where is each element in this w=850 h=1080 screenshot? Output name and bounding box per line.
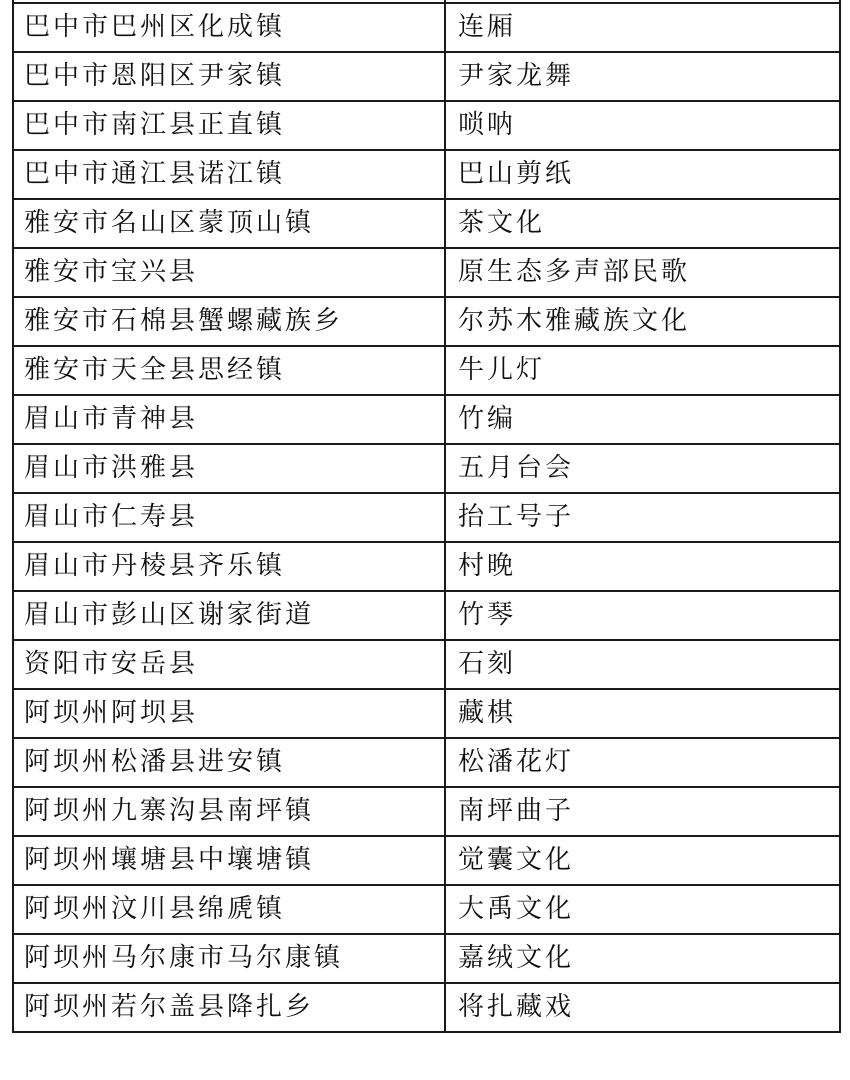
place-cell: 眉山市丹棱县齐乐镇	[13, 542, 445, 591]
place-cell: 阿坝州壤塘县中壤塘镇	[13, 836, 445, 885]
culture-item-cell: 村晚	[445, 542, 840, 591]
place-cell: 阿坝州阿坝县	[13, 689, 445, 738]
table-body	[13, 0, 840, 1032]
table-row	[13, 297, 840, 346]
place-cell: 眉山市洪雅县	[13, 444, 445, 493]
town-culture-table	[12, 0, 841, 1033]
culture-item-cell: 南坪曲子	[445, 787, 840, 836]
table-row	[13, 934, 840, 983]
table-row	[13, 836, 840, 885]
culture-item-cell: 觉囊文化	[445, 836, 840, 885]
culture-item-cell: 抬工号子	[445, 493, 840, 542]
culture-item-cell: 竹编	[445, 395, 840, 444]
table-row	[13, 738, 840, 787]
culture-item-cell: 藏棋	[445, 689, 840, 738]
culture-item-cell: 唢呐	[445, 101, 840, 150]
table-row	[13, 248, 840, 297]
place-cell: 巴中市通江县诺江镇	[13, 150, 445, 199]
culture-item-cell: 竹琴	[445, 591, 840, 640]
place-cell: 雅安市石棉县蟹螺藏族乡	[13, 297, 445, 346]
table-row	[13, 3, 840, 52]
table-row	[13, 787, 840, 836]
place-cell: 阿坝州九寨沟县南坪镇	[13, 787, 445, 836]
table-row	[13, 640, 840, 689]
table-row	[13, 493, 840, 542]
culture-item-cell: 石刻	[445, 640, 840, 689]
table-row	[13, 591, 840, 640]
place-cell: 巴中市南江县正直镇	[13, 101, 445, 150]
culture-item-cell: 原生态多声部民歌	[445, 248, 840, 297]
place-cell: 雅安市天全县思经镇	[13, 346, 445, 395]
place-cell: 巴中市巴州区化成镇	[13, 3, 445, 52]
table-row	[13, 983, 840, 1032]
place-cell: 雅安市宝兴县	[13, 248, 445, 297]
culture-item-cell: 松潘花灯	[445, 738, 840, 787]
culture-item-cell: 大禹文化	[445, 885, 840, 934]
table-row	[13, 542, 840, 591]
table-row	[13, 885, 840, 934]
place-cell: 阿坝州若尔盖县降扎乡	[13, 983, 445, 1032]
table-row	[13, 689, 840, 738]
culture-item-cell: 牛儿灯	[445, 346, 840, 395]
table-row	[13, 150, 840, 199]
culture-item-cell: 尔苏木雅藏族文化	[445, 297, 840, 346]
place-cell: 资阳市安岳县	[13, 640, 445, 689]
table-row	[13, 199, 840, 248]
place-cell: 眉山市青神县	[13, 395, 445, 444]
place-cell: 眉山市仁寿县	[13, 493, 445, 542]
table-row	[13, 444, 840, 493]
table-row	[13, 346, 840, 395]
culture-item-cell: 嘉绒文化	[445, 934, 840, 983]
place-cell: 雅安市名山区蒙顶山镇	[13, 199, 445, 248]
table-row	[13, 395, 840, 444]
place-cell: 阿坝州马尔康市马尔康镇	[13, 934, 445, 983]
culture-item-cell: 茶文化	[445, 199, 840, 248]
table-row	[13, 52, 840, 101]
place-cell: 眉山市彭山区谢家街道	[13, 591, 445, 640]
culture-item-cell: 巴山剪纸	[445, 150, 840, 199]
culture-item-cell: 尹家龙舞	[445, 52, 840, 101]
place-cell: 巴中市恩阳区尹家镇	[13, 52, 445, 101]
place-cell: 阿坝州松潘县进安镇	[13, 738, 445, 787]
culture-item-cell: 将扎藏戏	[445, 983, 840, 1032]
place-cell: 阿坝州汶川县绵虒镇	[13, 885, 445, 934]
culture-item-cell: 五月台会	[445, 444, 840, 493]
culture-item-cell: 连厢	[445, 3, 840, 52]
table-row	[13, 101, 840, 150]
